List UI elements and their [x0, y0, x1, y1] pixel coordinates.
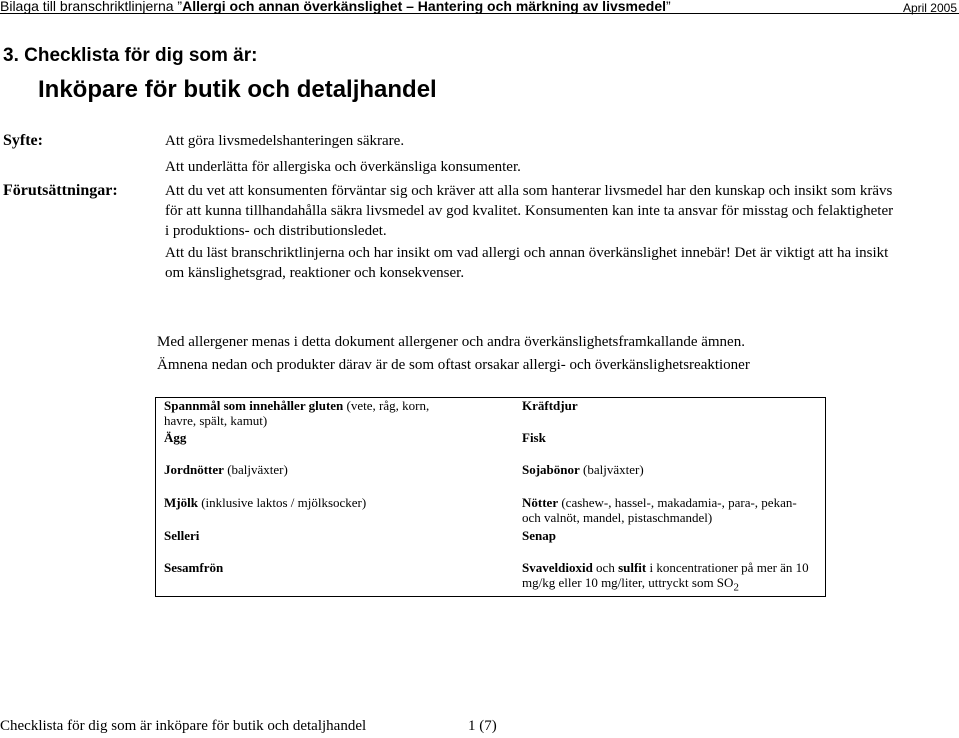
allergen-svavel-name: Svaveldioxid [522, 560, 593, 575]
table-row [156, 560, 826, 596]
allergen-cell-sesam [156, 560, 515, 596]
allergen-svavel-conj: och [592, 560, 619, 575]
allergen-gluten-detail-2: havre, spält, kamut) [164, 413, 268, 428]
allergen-svavel-detail-2: mg/kg eller 10 mg/liter, uttryckt som SO [522, 575, 734, 590]
allergen-cell-senap [514, 528, 826, 560]
allergen-mjolk-name: Mjölk [164, 495, 198, 510]
forutsattningar-line-4: Att du läst branschriktlinjerna och har insikt om vad allergi och annan överkänslighet innebär! Det är viktigt att ha insikt [165, 245, 889, 261]
intro-line-1: Med allergener menas i detta dokument allergener och andra överkänslighetsframkallande ämnen. [157, 334, 745, 350]
table-row [156, 430, 826, 462]
table-row [156, 398, 826, 431]
table-row [156, 462, 826, 495]
allergen-cell-fisk [514, 430, 826, 462]
allergen-mjolk-detail: (inklusive laktos / mjölksocker) [197, 495, 367, 510]
forutsattningar-label: Förutsättningar: [3, 182, 118, 199]
footer-title: Checklista för dig som är inköpare för butik och detaljhandel [0, 718, 367, 734]
allergen-soja-detail: (baljväxter) [579, 462, 644, 477]
allergen-sulfit-name: sulfit [618, 560, 647, 575]
syfte-label: Syfte: [3, 132, 43, 149]
header-title-bold: Allergi och annan överkänslighet – Hantering och märkning av livsmedel [182, 0, 666, 14]
allergen-gluten-name: Spannmål som innehåller gluten [164, 398, 344, 413]
allergen-fisk-name: Fisk [522, 430, 546, 445]
allergen-cell-kraftdjur [514, 398, 826, 431]
allergen-cell-gluten [156, 398, 515, 431]
allergen-table [155, 397, 826, 597]
allergen-gluten-detail: (vete, råg, korn, [343, 398, 430, 413]
forutsattningar-line-3: i produktions- och distributionsledet. [165, 223, 387, 239]
allergen-cell-agg [156, 430, 515, 462]
syfte-line-1: Att göra livsmedelshanteringen säkrare. [165, 133, 405, 149]
forutsattningar-line-1: Att du vet att konsumenten förväntar sig och kräver att alla som hanterar livsmedel har den kunskap och insikt som krävs [165, 183, 893, 199]
allergen-senap-name: Senap [522, 528, 556, 543]
allergen-cell-svavel [514, 560, 826, 596]
allergen-selleri-name: Selleri [164, 528, 200, 543]
page-header-title [0, 0, 671, 14]
header-prefix: Bilaga till branschriktlinjerna ” [0, 0, 183, 14]
allergen-soja-name: Sojabönor [522, 462, 580, 477]
forutsattningar-line-2: för att kunna tillhandahålla säkra livsmedel av god kvalitet. Konsumenten kan inte ta ansvar för misstag och felaktigheter [165, 203, 894, 219]
intro-line-2: Ämnena nedan och produkter därav är de som oftast orsakar allergi- och överkänslighetsreaktioner [157, 357, 750, 373]
table-row [156, 495, 826, 528]
header-date: April 2005 [902, 1, 957, 15]
allergen-cell-selleri [156, 528, 515, 560]
allergen-cell-notter [514, 495, 826, 528]
allergen-jordnotter-name: Jordnötter [164, 462, 224, 477]
allergen-jordnotter-detail: (baljväxter) [223, 462, 288, 477]
syfte-line-2: Att underlätta för allergiska och överkänsliga konsumenter. [165, 159, 521, 175]
section-number-title: 3. Checklista för dig som är: [3, 45, 258, 66]
footer-page-number: 1 (7) [468, 718, 497, 734]
allergen-notter-detail-2: och valnöt, mandel, pistaschmandel) [522, 510, 713, 525]
table-row [156, 528, 826, 560]
allergen-svavel-subscript: 2 [733, 581, 739, 594]
allergen-svavel-detail: i koncentrationer på mer än 10 [646, 560, 809, 575]
allergen-cell-mjolk [156, 495, 515, 528]
allergen-agg-name: Ägg [164, 430, 187, 445]
forutsattningar-line-5: om känslighetsgrad, reaktioner och konsekvenser. [165, 265, 465, 281]
header-suffix: ” [666, 0, 671, 14]
allergen-notter-name: Nötter [522, 495, 559, 510]
allergen-kraftdjur-name: Kräftdjur [522, 398, 578, 413]
allergen-cell-soja [514, 462, 826, 495]
allergen-notter-detail: (cashew-, hassel-, makadamia-, para-, pekan- [558, 495, 797, 510]
allergen-cell-jordnotter [156, 462, 515, 495]
allergen-sesam-name: Sesamfrön [164, 560, 224, 575]
section-heading: Inköpare för butik och detaljhandel [38, 76, 437, 103]
